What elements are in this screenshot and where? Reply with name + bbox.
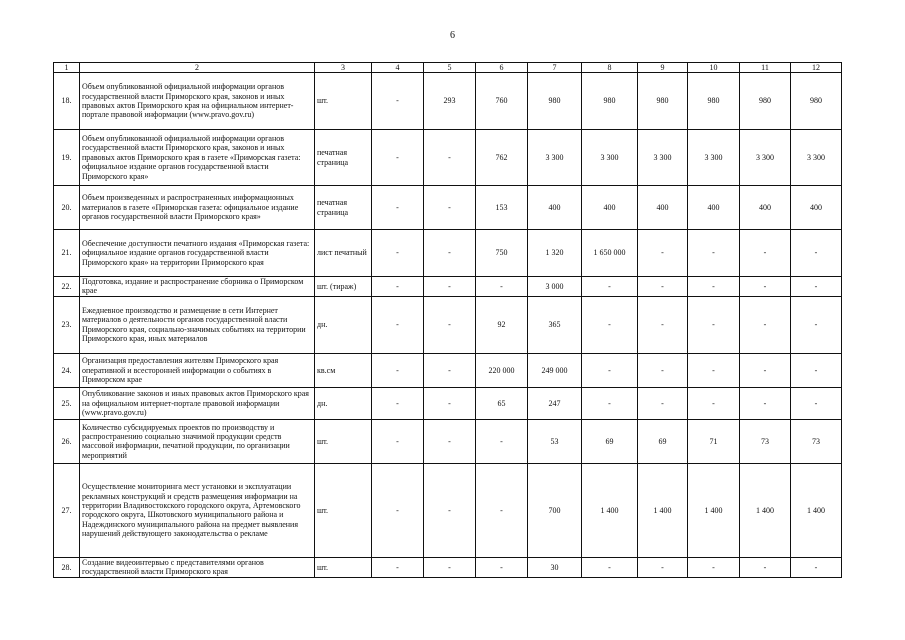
- value-cell: 69: [582, 419, 638, 463]
- column-number-9: 9: [638, 63, 688, 73]
- table-row: [54, 557, 842, 577]
- unit-of-measure: дн.: [315, 387, 372, 419]
- value-cell: -: [638, 296, 688, 353]
- value-cell: -: [791, 353, 842, 387]
- value-cell: -: [638, 353, 688, 387]
- value-cell: -: [372, 277, 424, 297]
- table-row: [54, 186, 842, 230]
- value-cell: 3 300: [791, 130, 842, 186]
- column-number-1: 1: [54, 63, 80, 73]
- value-cell: 1 400: [582, 463, 638, 557]
- value-cell: 73: [791, 419, 842, 463]
- value-cell: -: [791, 387, 842, 419]
- unit-of-measure: шт.: [315, 557, 372, 577]
- unit-of-measure: шт. (тираж): [315, 277, 372, 297]
- value-cell: 980: [582, 73, 638, 130]
- value-cell: -: [688, 557, 740, 577]
- column-number-5: 5: [424, 63, 476, 73]
- value-cell: -: [424, 419, 476, 463]
- value-cell: 69: [638, 419, 688, 463]
- indicator-description: Объем опубликованной официальной информации органов государственной власти Приморского края, законов и иных правовых актов Приморского края в газете «Приморская газета: официальное издание органов государственной власти Приморского края»: [80, 130, 315, 186]
- column-number-11: 11: [740, 63, 791, 73]
- value-cell: -: [688, 277, 740, 297]
- value-cell: 400: [582, 186, 638, 230]
- value-cell: 762: [476, 130, 528, 186]
- value-cell: 700: [528, 463, 582, 557]
- value-cell: 980: [688, 73, 740, 130]
- table-row: [54, 296, 842, 353]
- row-number: 24.: [54, 353, 80, 387]
- row-number: 26.: [54, 419, 80, 463]
- page-number: 6: [450, 30, 455, 41]
- value-cell: 1 400: [740, 463, 791, 557]
- value-cell: -: [424, 557, 476, 577]
- value-cell: -: [688, 230, 740, 277]
- column-number-row: [54, 63, 842, 73]
- indicator-description: Опубликование законов и иных правовых актов Приморского края на официальном интернет-портале правовой информации (www.pravo.gov.ru): [80, 387, 315, 419]
- table-row: [54, 463, 842, 557]
- value-cell: 365: [528, 296, 582, 353]
- value-cell: 53: [528, 419, 582, 463]
- value-cell: -: [582, 387, 638, 419]
- value-cell: 3 300: [688, 130, 740, 186]
- value-cell: -: [424, 353, 476, 387]
- indicator-description: Объем опубликованной официальной информации органов государственной власти Приморского края, законов и иных правовых актов Приморского края на официальном интернет-портале правовой информации (www.pravo.gov.ru): [80, 73, 315, 130]
- value-cell: -: [372, 230, 424, 277]
- unit-of-measure: кв.см: [315, 353, 372, 387]
- table-row: [54, 130, 842, 186]
- value-cell: 400: [688, 186, 740, 230]
- indicator-description: Создание видеоинтервью с представителями органов государственной власти Приморского края: [80, 557, 315, 577]
- value-cell: -: [476, 419, 528, 463]
- table-row: [54, 73, 842, 130]
- indicator-description: Организация предоставления жителям Приморского края оперативной и всесторонней информации о событиях в Приморском крае: [80, 353, 315, 387]
- value-cell: -: [791, 557, 842, 577]
- row-number: 25.: [54, 387, 80, 419]
- value-cell: -: [372, 463, 424, 557]
- value-cell: 247: [528, 387, 582, 419]
- indicator-description: Подготовка, издание и распространение сборника о Приморском крае: [80, 277, 315, 297]
- column-number-3: 3: [315, 63, 372, 73]
- value-cell: 400: [528, 186, 582, 230]
- column-number-8: 8: [582, 63, 638, 73]
- column-number-12: 12: [791, 63, 842, 73]
- indicator-description: Обеспечение доступности печатного издания «Приморская газета: официальное издание органов государственной власти Приморского края» на территории Приморского края: [80, 230, 315, 277]
- value-cell: 400: [791, 186, 842, 230]
- value-cell: -: [372, 296, 424, 353]
- indicators-table: [53, 62, 842, 578]
- value-cell: 293: [424, 73, 476, 130]
- row-number: 22.: [54, 277, 80, 297]
- value-cell: 71: [688, 419, 740, 463]
- value-cell: 1 400: [688, 463, 740, 557]
- value-cell: -: [740, 353, 791, 387]
- value-cell: -: [582, 277, 638, 297]
- value-cell: 65: [476, 387, 528, 419]
- column-number-4: 4: [372, 63, 424, 73]
- row-number: 20.: [54, 186, 80, 230]
- value-cell: -: [372, 130, 424, 186]
- column-number-6: 6: [476, 63, 528, 73]
- row-number: 27.: [54, 463, 80, 557]
- value-cell: -: [638, 557, 688, 577]
- value-cell: -: [476, 557, 528, 577]
- value-cell: -: [424, 463, 476, 557]
- unit-of-measure: шт.: [315, 419, 372, 463]
- value-cell: -: [638, 387, 688, 419]
- value-cell: -: [740, 277, 791, 297]
- value-cell: -: [638, 277, 688, 297]
- value-cell: 980: [528, 73, 582, 130]
- value-cell: -: [582, 557, 638, 577]
- table-row: [54, 277, 842, 297]
- table-row: [54, 419, 842, 463]
- value-cell: -: [372, 186, 424, 230]
- unit-of-measure: печатная страница: [315, 186, 372, 230]
- value-cell: 750: [476, 230, 528, 277]
- value-cell: 3 300: [528, 130, 582, 186]
- value-cell: 1 400: [638, 463, 688, 557]
- unit-of-measure: печатная страница: [315, 130, 372, 186]
- value-cell: -: [424, 277, 476, 297]
- value-cell: -: [372, 419, 424, 463]
- value-cell: -: [582, 353, 638, 387]
- unit-of-measure: лист печатный: [315, 230, 372, 277]
- value-cell: -: [688, 387, 740, 419]
- value-cell: 153: [476, 186, 528, 230]
- value-cell: 3 300: [582, 130, 638, 186]
- value-cell: -: [424, 130, 476, 186]
- row-number: 19.: [54, 130, 80, 186]
- value-cell: -: [476, 463, 528, 557]
- value-cell: 92: [476, 296, 528, 353]
- value-cell: 1 320: [528, 230, 582, 277]
- value-cell: 30: [528, 557, 582, 577]
- value-cell: 73: [740, 419, 791, 463]
- value-cell: 3 300: [638, 130, 688, 186]
- value-cell: 1 400: [791, 463, 842, 557]
- value-cell: -: [372, 557, 424, 577]
- unit-of-measure: дн.: [315, 296, 372, 353]
- value-cell: 980: [740, 73, 791, 130]
- value-cell: -: [688, 296, 740, 353]
- table-row: [54, 387, 842, 419]
- value-cell: 3 000: [528, 277, 582, 297]
- row-number: 23.: [54, 296, 80, 353]
- value-cell: -: [424, 387, 476, 419]
- indicator-description: Ежедневное производство и размещение в сети Интернет материалов о деятельности органов государственной власти Приморского края, социально-значимых событиях на территории Приморского края, иных материалов: [80, 296, 315, 353]
- row-number: 21.: [54, 230, 80, 277]
- value-cell: -: [638, 230, 688, 277]
- column-number-2: 2: [80, 63, 315, 73]
- indicator-description: Объем произведенных и распространенных информационных материалов в газете «Приморская газета: официальное издание органов государственной власти Приморского края»: [80, 186, 315, 230]
- value-cell: -: [582, 296, 638, 353]
- value-cell: -: [372, 353, 424, 387]
- value-cell: -: [791, 230, 842, 277]
- column-number-7: 7: [528, 63, 582, 73]
- table-row: [54, 230, 842, 277]
- value-cell: -: [740, 296, 791, 353]
- row-number: 18.: [54, 73, 80, 130]
- value-cell: 3 300: [740, 130, 791, 186]
- value-cell: -: [740, 557, 791, 577]
- unit-of-measure: шт.: [315, 73, 372, 130]
- value-cell: 760: [476, 73, 528, 130]
- value-cell: 980: [791, 73, 842, 130]
- value-cell: 249 000: [528, 353, 582, 387]
- value-cell: -: [372, 73, 424, 130]
- indicator-description: Осуществление мониторинга мест установки и эксплуатации рекламных конструкций и средств размещения информации на территории Владивостокского городского округа, Артемовского городского округа, Шкотовского муниципального района и Надеждинского муниципального района на предмет выявления нарушений действующего законодательства о рекламе: [80, 463, 315, 557]
- value-cell: -: [372, 387, 424, 419]
- indicator-description: Количество субсидируемых проектов по производству и распространению социально значимой продукции средств массовой информации, печатной продукции, по организации мероприятий: [80, 419, 315, 463]
- value-cell: -: [791, 277, 842, 297]
- column-number-10: 10: [688, 63, 740, 73]
- value-cell: -: [424, 230, 476, 277]
- value-cell: -: [740, 387, 791, 419]
- value-cell: -: [791, 296, 842, 353]
- row-number: 28.: [54, 557, 80, 577]
- value-cell: -: [688, 353, 740, 387]
- value-cell: 1 650 000: [582, 230, 638, 277]
- value-cell: -: [740, 230, 791, 277]
- value-cell: 400: [740, 186, 791, 230]
- unit-of-measure: шт.: [315, 463, 372, 557]
- value-cell: 400: [638, 186, 688, 230]
- value-cell: -: [424, 186, 476, 230]
- value-cell: -: [424, 296, 476, 353]
- value-cell: -: [476, 277, 528, 297]
- table-row: [54, 353, 842, 387]
- value-cell: 220 000: [476, 353, 528, 387]
- value-cell: 980: [638, 73, 688, 130]
